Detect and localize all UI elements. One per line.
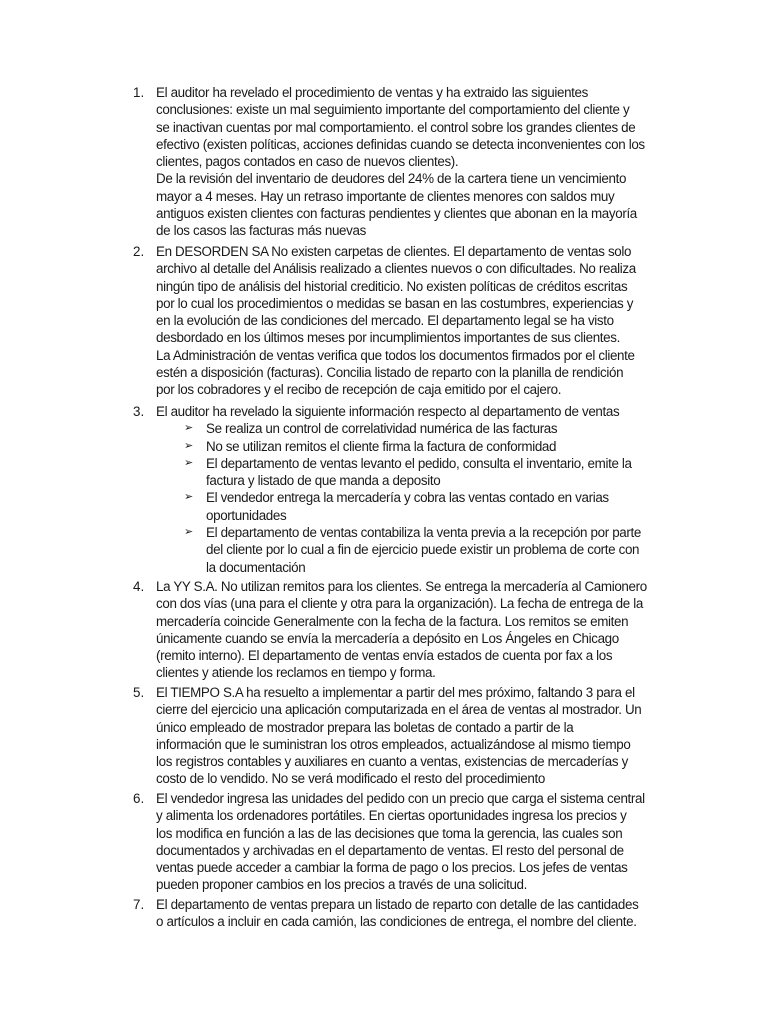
text-line: y alimenta los ordenadores portátiles. En ciertas oportunidades ingresa los precios y [156,808,627,824]
text-line: clientes, pagos contados en caso de nuevos clientes). [156,154,459,170]
text-line: o artículos a incluir en cada camión, las condiciones de entrega, el nombre del cliente. [156,914,637,930]
text-line: El departamento de ventas prepara un listado de reparto con detalle de las cantidades [156,897,639,912]
item-number: 7. [133,897,145,912]
arrow-bullet-icon: ➢ [184,526,194,539]
text-line: Se realiza un control de correlatividad numérica de las facturas [206,421,558,437]
text-line: El auditor ha revelado la siguiente información respecto al departamento de ventas [156,404,620,419]
bullet-item [156,455,668,490]
arrow-bullet-icon: ➢ [184,456,194,469]
bullet-item [156,489,668,524]
text-line: De la revisión del inventario de deudores del 24% de la cartera tiene un vencimiento [156,171,627,187]
text-line: ningún tipo de análisis del historial crediticio. No existen políticas de créditos escritas [156,278,628,294]
text-line: oportunidades [206,507,287,523]
text-line: El departamento de ventas contabiliza la venta previa a la recepción por parte [206,525,641,541]
text-line: información que le suministran los otros empleados, actualizándose al mismo tiempo [156,736,631,752]
text-line: mercadería coincide Generalmente con la fecha de la factura. Los remitos se emiten [156,613,629,629]
text-line: cierre del ejercicio una aplicación computarizada en el área de ventas al mostrador. Un [156,702,642,718]
item-text [156,578,668,682]
bullet-item [156,438,668,455]
item-text [156,403,668,576]
text-line: mayor a 4 meses. Hay un retraso importante de clientes menores con saldos muy [156,188,615,204]
text-line: los modifica en función a las de las decisiones que toma la gerencia, las cuales son [156,825,623,841]
text-line: la documentación [206,559,306,575]
text-line: costo de lo vendido. No se verá modificado el resto del procedimiento [156,771,545,787]
text-line: documentados y archivadas en el departamento de ventas. El resto del personal de [156,842,624,858]
text-line: en la evolución de las condiciones del mercado. El departamento legal se ha visto [156,313,614,329]
text-line: conclusiones: existe un mal seguimiento importante del comportamiento del cliente y [156,102,630,118]
text-line: pueden proponer cambios en los precios a través de una solicitud. [156,877,528,893]
text-line: del cliente por lo cual a fin de ejercicio puede existir un problema de corte con [206,542,640,558]
text-line: ventas puede acceder a cambiar la forma de pago o los precios. Los jefes de ventas [156,860,628,876]
text-line: único empleado de mostrador prepara las boletas de contado a partir de la [156,719,574,735]
text-line: El vendedor entrega la mercadería y cobra las ventas contado en varias [206,490,609,506]
text-line: con dos vías (una para el cliente y otra para la organización). La fecha de entrega de la [156,596,643,612]
arrow-bullet-icon: ➢ [184,422,194,435]
item-number: 1. [133,85,145,100]
item-number: 3. [133,404,145,419]
text-line: El auditor ha revelado el procedimiento de ventas y ha extraido las siguientes [156,85,588,100]
bullet-item [156,420,668,437]
text-line: archivo al detalle del Análisis realizado a clientes nuevos o con dificultades. No realiza [156,261,636,277]
text-line: (remito interno). El departamento de ventas envía estados de cuenta por fax a los [156,648,613,664]
text-line: estén a disposición (facturas). Concilia listado de reparto con la planilla de rendición [156,365,624,381]
item-text [156,684,668,788]
text-line: La Administración de ventas verifica que todos los documentos firmados por el cliente [156,347,635,363]
item-text [156,896,668,931]
text-line: por los cobradores y el recibo de recepción de caja emitido por el cajero. [156,382,562,398]
text-line: los registros contables y auxiliares en cuanto a ventas, existencias de mercaderías y [156,754,628,770]
item-number: 4. [133,579,145,594]
item-text [156,790,668,894]
text-line: El departamento de ventas levanto el pedido, consulta el inventario, emite la [206,455,632,471]
text-line: El vendedor ingresa las unidades del pedido con un precio que carga el sistema central [156,791,645,806]
arrow-bullet-icon: ➢ [184,491,194,504]
text-line: desbordado en los últimos meses por incumplimientos importantes de sus clientes. [156,330,620,346]
text-line: factura y listado de que manda a deposito [206,473,441,489]
text-line: por lo cual los procedimientos o medidas se basan en las costumbres, experiencias y [156,295,634,311]
item-text [156,243,668,399]
text-line: de los casos las facturas más nuevas [156,223,366,239]
text-line: se inactivan cuentas por mal comportamiento. el control sobre los grandes clientes de [156,119,636,135]
bullet-item [156,524,668,576]
text-line: No se utilizan remitos el cliente firma la factura de conformidad [206,438,557,454]
text-line: clientes y atiende los reclamos en tiempo y forma. [156,665,436,681]
text-line: únicamente cuando se envía la mercadería a depósito en Los Ángeles en Chicago [156,630,619,646]
text-line: efectivo (existen políticas, acciones definidas cuando se detecta inconvenientes con los [156,136,645,152]
item-text [156,84,668,240]
item-number: 6. [133,791,145,806]
text-line: El TIEMPO S.A ha resuelto a implementar a partir del mes próximo, faltando 3 para el [156,685,635,700]
item-number: 2. [133,244,145,259]
text-line: La YY S.A. No utilizan remitos para los clientes. Se entrega la mercadería al Camionero [156,579,647,594]
arrow-bullet-icon: ➢ [184,439,194,452]
item-number: 5. [133,685,145,700]
text-line: antiguos existen clientes con facturas pendientes y clientes que abonan en la mayoría [156,206,637,222]
text-line: En DESORDEN SA No existen carpetas de clientes. El departamento de ventas solo [156,244,632,259]
bullet-list [156,420,668,576]
